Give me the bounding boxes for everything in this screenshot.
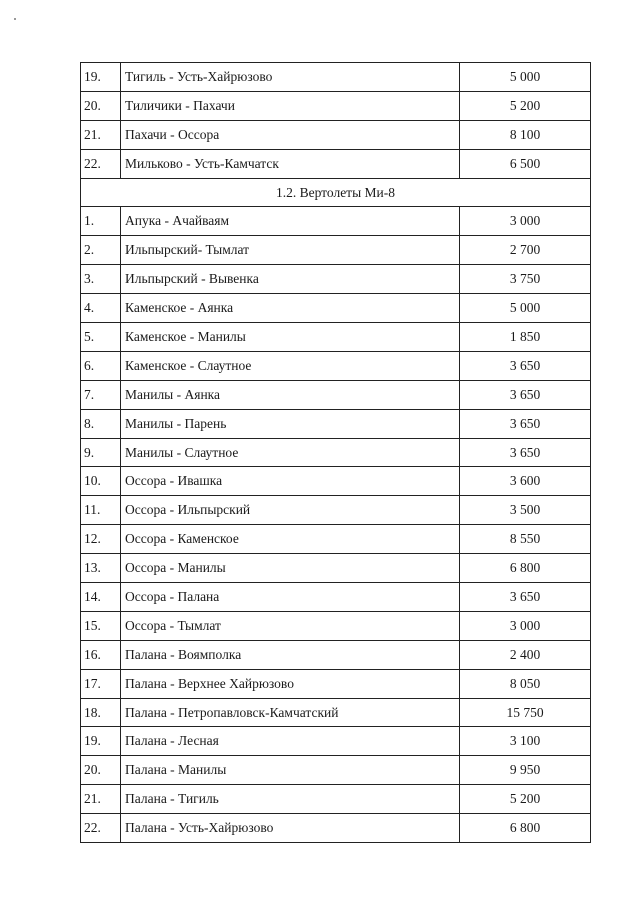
route-name: Оссора - Ивашка xyxy=(121,467,460,496)
row-number: 22. xyxy=(81,149,121,178)
table-row xyxy=(81,727,591,756)
route-name: Ильпырский - Вывенка xyxy=(121,265,460,294)
route-price: 3 650 xyxy=(460,583,591,612)
section-title: 1.2. Вертолеты Ми-8 xyxy=(81,178,591,207)
table-row xyxy=(81,294,591,323)
route-name: Тигиль - Усть-Хайрюзово xyxy=(121,63,460,92)
row-number: 16. xyxy=(81,640,121,669)
scan-speck xyxy=(14,18,16,20)
table-row xyxy=(81,149,591,178)
table-row xyxy=(81,207,591,236)
row-number: 21. xyxy=(81,120,121,149)
table-row xyxy=(81,496,591,525)
table-row xyxy=(81,554,591,583)
route-price: 3 100 xyxy=(460,727,591,756)
route-name: Палана - Манилы xyxy=(121,756,460,785)
route-price: 8 550 xyxy=(460,525,591,554)
row-number: 9. xyxy=(81,438,121,467)
route-name: Каменское - Аянка xyxy=(121,294,460,323)
table-row xyxy=(81,640,591,669)
table-row xyxy=(81,63,591,92)
route-price: 6 800 xyxy=(460,814,591,843)
table-row xyxy=(81,409,591,438)
route-name: Каменское - Манилы xyxy=(121,323,460,352)
route-name: Пахачи - Оссора xyxy=(121,120,460,149)
route-name: Каменское - Слаутное xyxy=(121,351,460,380)
route-name: Оссора - Тымлат xyxy=(121,611,460,640)
route-price: 3 750 xyxy=(460,265,591,294)
route-name: Оссора - Каменское xyxy=(121,525,460,554)
table-row xyxy=(81,756,591,785)
table-row xyxy=(81,698,591,727)
table-row xyxy=(81,351,591,380)
row-number: 20. xyxy=(81,91,121,120)
row-number: 8. xyxy=(81,409,121,438)
table-row xyxy=(81,611,591,640)
route-price: 3 500 xyxy=(460,496,591,525)
table-row xyxy=(81,525,591,554)
route-price: 15 750 xyxy=(460,698,591,727)
route-price: 8 100 xyxy=(460,120,591,149)
table-row xyxy=(81,380,591,409)
route-price: 5 200 xyxy=(460,785,591,814)
route-price: 3 650 xyxy=(460,438,591,467)
row-number: 18. xyxy=(81,698,121,727)
route-name: Палана - Петропавловск-Камчатский xyxy=(121,698,460,727)
route-price: 6 500 xyxy=(460,149,591,178)
route-price: 5 000 xyxy=(460,63,591,92)
row-number: 19. xyxy=(81,63,121,92)
route-name: Палана - Усть-Хайрюзово xyxy=(121,814,460,843)
table-row xyxy=(81,583,591,612)
route-price: 3 650 xyxy=(460,409,591,438)
row-number: 12. xyxy=(81,525,121,554)
row-number: 20. xyxy=(81,756,121,785)
route-name: Тиличики - Пахачи xyxy=(121,91,460,120)
route-name: Палана - Тигиль xyxy=(121,785,460,814)
route-name: Оссора - Манилы xyxy=(121,554,460,583)
row-number: 1. xyxy=(81,207,121,236)
routes-table-body xyxy=(81,63,591,843)
route-price: 5 000 xyxy=(460,294,591,323)
row-number: 2. xyxy=(81,236,121,265)
route-name: Палана - Воямполка xyxy=(121,640,460,669)
route-name: Мильково - Усть-Камчатск xyxy=(121,149,460,178)
row-number: 22. xyxy=(81,814,121,843)
table-row xyxy=(81,265,591,294)
routes-price-table xyxy=(80,62,591,843)
route-price: 3 650 xyxy=(460,380,591,409)
row-number: 7. xyxy=(81,380,121,409)
route-price: 2 400 xyxy=(460,640,591,669)
table-row xyxy=(81,120,591,149)
route-name: Оссора - Палана xyxy=(121,583,460,612)
table-row xyxy=(81,323,591,352)
table-row xyxy=(81,91,591,120)
row-number: 4. xyxy=(81,294,121,323)
row-number: 19. xyxy=(81,727,121,756)
table-row xyxy=(81,814,591,843)
row-number: 10. xyxy=(81,467,121,496)
row-number: 13. xyxy=(81,554,121,583)
route-price: 3 000 xyxy=(460,207,591,236)
route-name: Ильпырский- Тымлат xyxy=(121,236,460,265)
route-price: 9 950 xyxy=(460,756,591,785)
row-number: 15. xyxy=(81,611,121,640)
route-price: 8 050 xyxy=(460,669,591,698)
row-number: 6. xyxy=(81,351,121,380)
route-name: Апука - Ачайваям xyxy=(121,207,460,236)
row-number: 3. xyxy=(81,265,121,294)
route-name: Оссора - Ильпырский xyxy=(121,496,460,525)
route-name: Палана - Лесная xyxy=(121,727,460,756)
route-price: 3 000 xyxy=(460,611,591,640)
route-price: 3 650 xyxy=(460,351,591,380)
route-name: Палана - Верхнее Хайрюзово xyxy=(121,669,460,698)
table-row xyxy=(81,236,591,265)
route-name: Манилы - Слаутное xyxy=(121,438,460,467)
route-price: 2 700 xyxy=(460,236,591,265)
row-number: 17. xyxy=(81,669,121,698)
route-name: Манилы - Парень xyxy=(121,409,460,438)
route-name: Манилы - Аянка xyxy=(121,380,460,409)
route-price: 1 850 xyxy=(460,323,591,352)
row-number: 14. xyxy=(81,583,121,612)
table-row xyxy=(81,438,591,467)
row-number: 21. xyxy=(81,785,121,814)
section-header-row xyxy=(81,178,591,207)
table-row xyxy=(81,785,591,814)
row-number: 11. xyxy=(81,496,121,525)
route-price: 6 800 xyxy=(460,554,591,583)
table-row xyxy=(81,669,591,698)
route-price: 3 600 xyxy=(460,467,591,496)
row-number: 5. xyxy=(81,323,121,352)
table-row xyxy=(81,467,591,496)
route-price: 5 200 xyxy=(460,91,591,120)
